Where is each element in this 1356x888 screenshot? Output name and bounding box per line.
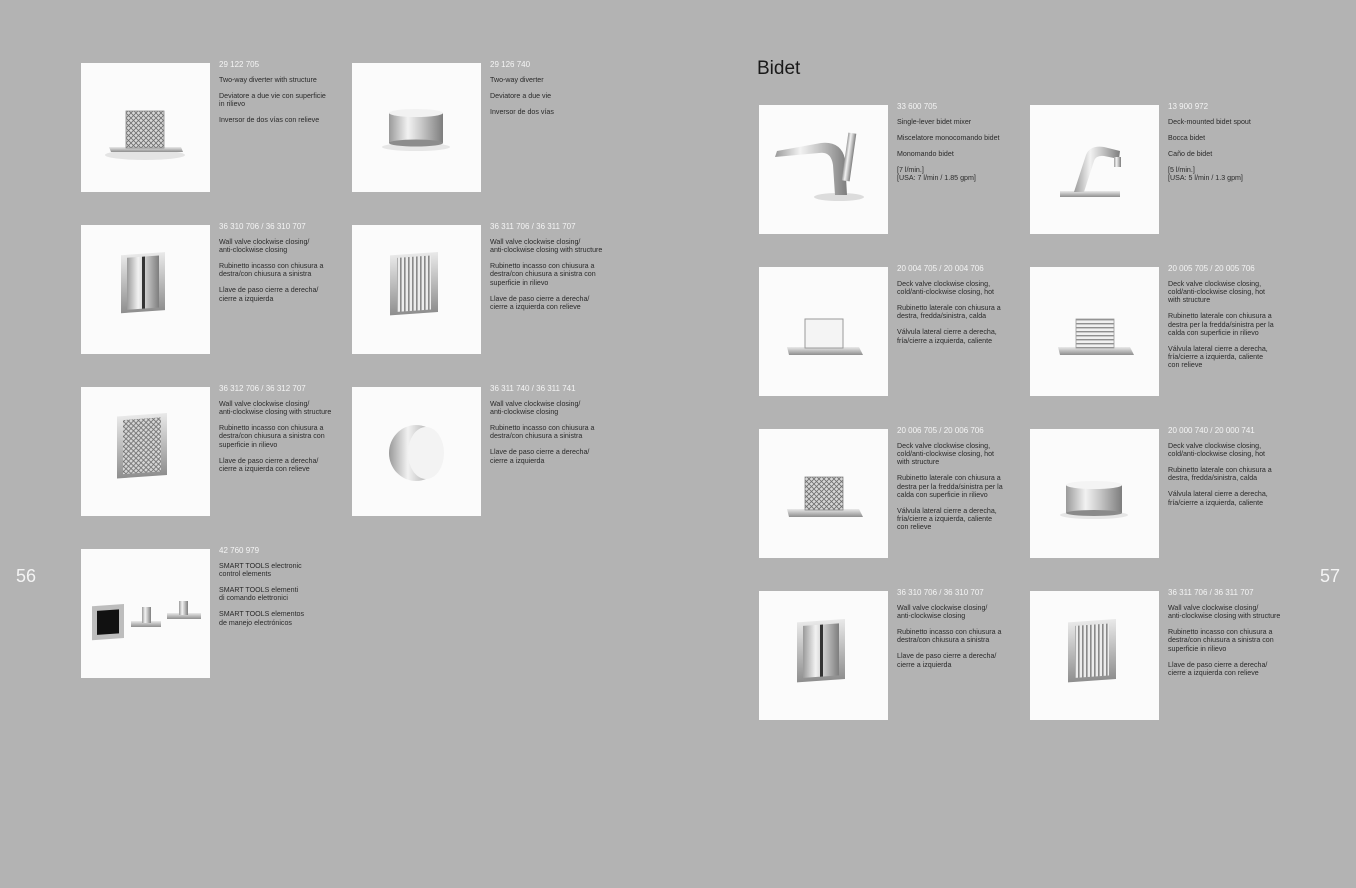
description-it: Deviatore a due vie [490,92,552,100]
deck-valve-icon [759,267,888,396]
description-es: Válvula lateral cierre a derecha, fría/cierre a izquierda, caliente con relieve [897,506,997,532]
product-code: 20 005 705 / 20 005 706 [1168,264,1255,273]
bidet-mixer-icon [759,105,888,234]
page-number-left: 56 [16,566,37,586]
description-it: Deviatore a due vie con superficie in rilievo [219,92,326,109]
description-it: Bocca bidet [1168,134,1206,142]
description-it: Rubinetto incasso con chiusura a destra/con chiusura a sinistra [897,628,1002,645]
round-deck-valve-icon [1030,429,1159,558]
description-it: Rubinetto incasso con chiusura a destra/con chiusura a sinistra con superficie in rilievo [490,262,596,287]
description-it: Rubinetto incasso con chiusura a destra/con chiusura a sinistra [490,424,595,441]
structured-deck-valve-icon [1030,267,1159,396]
product-code: 42 760 979 [219,546,260,555]
description-es: Llave de paso cierre a derecha/ cierre a izquierda [490,448,590,465]
description-en: Wall valve clockwise closing/ anti-clockwise closing [219,238,310,255]
smart-tools-icon [81,549,210,678]
product-code: 36 310 706 / 36 310 707 [219,222,306,231]
description-it: Rubinetto laterale con chiusura a destra per la fredda/sinistra per la calda con superficie in rilievo [1168,312,1274,337]
description-es: Llave de paso cierre a derecha/ cierre a izquierda [897,652,997,669]
description-en: Wall valve clockwise closing/ anti-clockwise closing [490,400,581,417]
product-code: 36 312 706 / 36 312 707 [219,384,306,393]
round-handle-icon [352,63,481,192]
product-code: 13 900 972 [1168,102,1209,111]
structured-handle-icon [81,63,210,192]
description-en: SMART TOOLS electronic control elements [219,562,302,579]
product-code: 36 310 706 / 36 310 707 [897,588,984,597]
description-es: Inversor de dos vías con relieve [219,116,320,125]
description-en: Deck valve clockwise closing, cold/anti-clockwise closing, hot [1168,442,1265,459]
description-es: Llave de paso cierre a derecha/ cierre a izquierda con relieve [1168,660,1268,677]
product-code: 20 000 740 / 20 000 741 [1168,426,1255,435]
square-wall-valve-icon [759,591,888,720]
structured-wall-valve-icon [352,225,481,354]
square-wall-valve-icon [81,225,210,354]
structured-wall-valve-icon [1030,591,1159,720]
product-code: 20 004 705 / 20 004 706 [897,264,984,273]
mesh-wall-valve-icon [81,387,210,516]
description-es: Llave de paso cierre a derecha/ cierre a izquierda con relieve [219,456,319,473]
product-code: 20 006 705 / 20 006 706 [897,426,984,435]
bidet-spout-icon [1030,105,1159,234]
product-code: 33 600 705 [897,102,938,111]
description-es: SMART TOOLS elementos de manejo electrónicos [219,610,305,627]
description-it: Rubinetto laterale con chiusura a destra, fredda/sinistra, calda [1168,466,1272,483]
section-title: Bidet [757,58,801,79]
description-it: Rubinetto laterale con chiusura a destra per la fredda/sinistra per la calda con superficie in rilievo [897,474,1003,499]
mesh-deck-valve-icon [759,429,888,558]
description-en: Deck valve clockwise closing, cold/anti-clockwise closing, hot with structure [897,442,994,467]
product-code: 36 311 706 / 36 311 707 [490,222,576,231]
description-en: Wall valve clockwise closing/ anti-clockwise closing with structure [219,400,332,417]
round-wall-valve-icon [352,387,481,516]
description-en: Deck valve clockwise closing, cold/anti-clockwise closing, hot with structure [1168,280,1265,305]
description-en: Single-lever bidet mixer [897,118,972,126]
product-code: 29 122 705 [219,60,260,69]
description-es: Válvula lateral cierre a derecha, fría/cierre a izquierda, caliente con relieve [1168,344,1268,370]
description-es: Inversor de dos vías [490,108,554,116]
description-it: Rubinetto incasso con chiusura a destra/con chiusura a sinistra con superficie in rilievo [1168,628,1274,653]
flow-rate: [7 l/min.] [USA: 7 l/min / 1.85 gpm] [897,166,976,183]
description-en: Two-way diverter with structure [219,76,317,84]
product-code: 36 311 706 / 36 311 707 [1168,588,1254,597]
description-it: Miscelatore monocomando bidet [897,134,1000,142]
product-code: 36 311 740 / 36 311 741 [490,384,576,393]
description-en: Wall valve clockwise closing/ anti-clockwise closing [897,604,988,621]
flow-rate: [5 l/min.] [USA: 5 l/min / 1.3 gpm] [1168,166,1243,183]
description-it: Rubinetto laterale con chiusura a destra, fredda/sinistra, calda [897,304,1001,321]
description-es: Caño de bidet [1168,150,1213,158]
description-it: Rubinetto incasso con chiusura a destra/con chiusura a sinistra con superficie in rilievo [219,424,325,449]
description-es: Llave de paso cierre a derecha/ cierre a izquierda con relieve [490,294,590,311]
page-number-right: 57 [1320,566,1341,586]
description-es: Llave de paso cierre a derecha/ cierre a izquierda [219,286,319,303]
description-es: Válvula lateral cierre a derecha, fría/cierre a izquierda, caliente [897,328,997,345]
description-it: Rubinetto incasso con chiusura a destra/con chiusura a sinistra [219,262,324,279]
description-en: Deck-mounted bidet spout [1168,118,1251,126]
description-es: Válvula lateral cierre a derecha, fría/cierre a izquierda, caliente [1168,490,1268,507]
description-en: Wall valve clockwise closing/ anti-clockwise closing with structure [1168,604,1281,621]
description-en: Two-way diverter [490,76,544,84]
product-code: 29 126 740 [490,60,531,69]
description-it: SMART TOOLS elementi di comando elettronici [219,586,299,603]
description-es: Monomando bidet [897,150,954,158]
description-en: Deck valve clockwise closing, cold/anti-clockwise closing, hot [897,280,994,297]
description-en: Wall valve clockwise closing/ anti-clockwise closing with structure [490,238,603,255]
